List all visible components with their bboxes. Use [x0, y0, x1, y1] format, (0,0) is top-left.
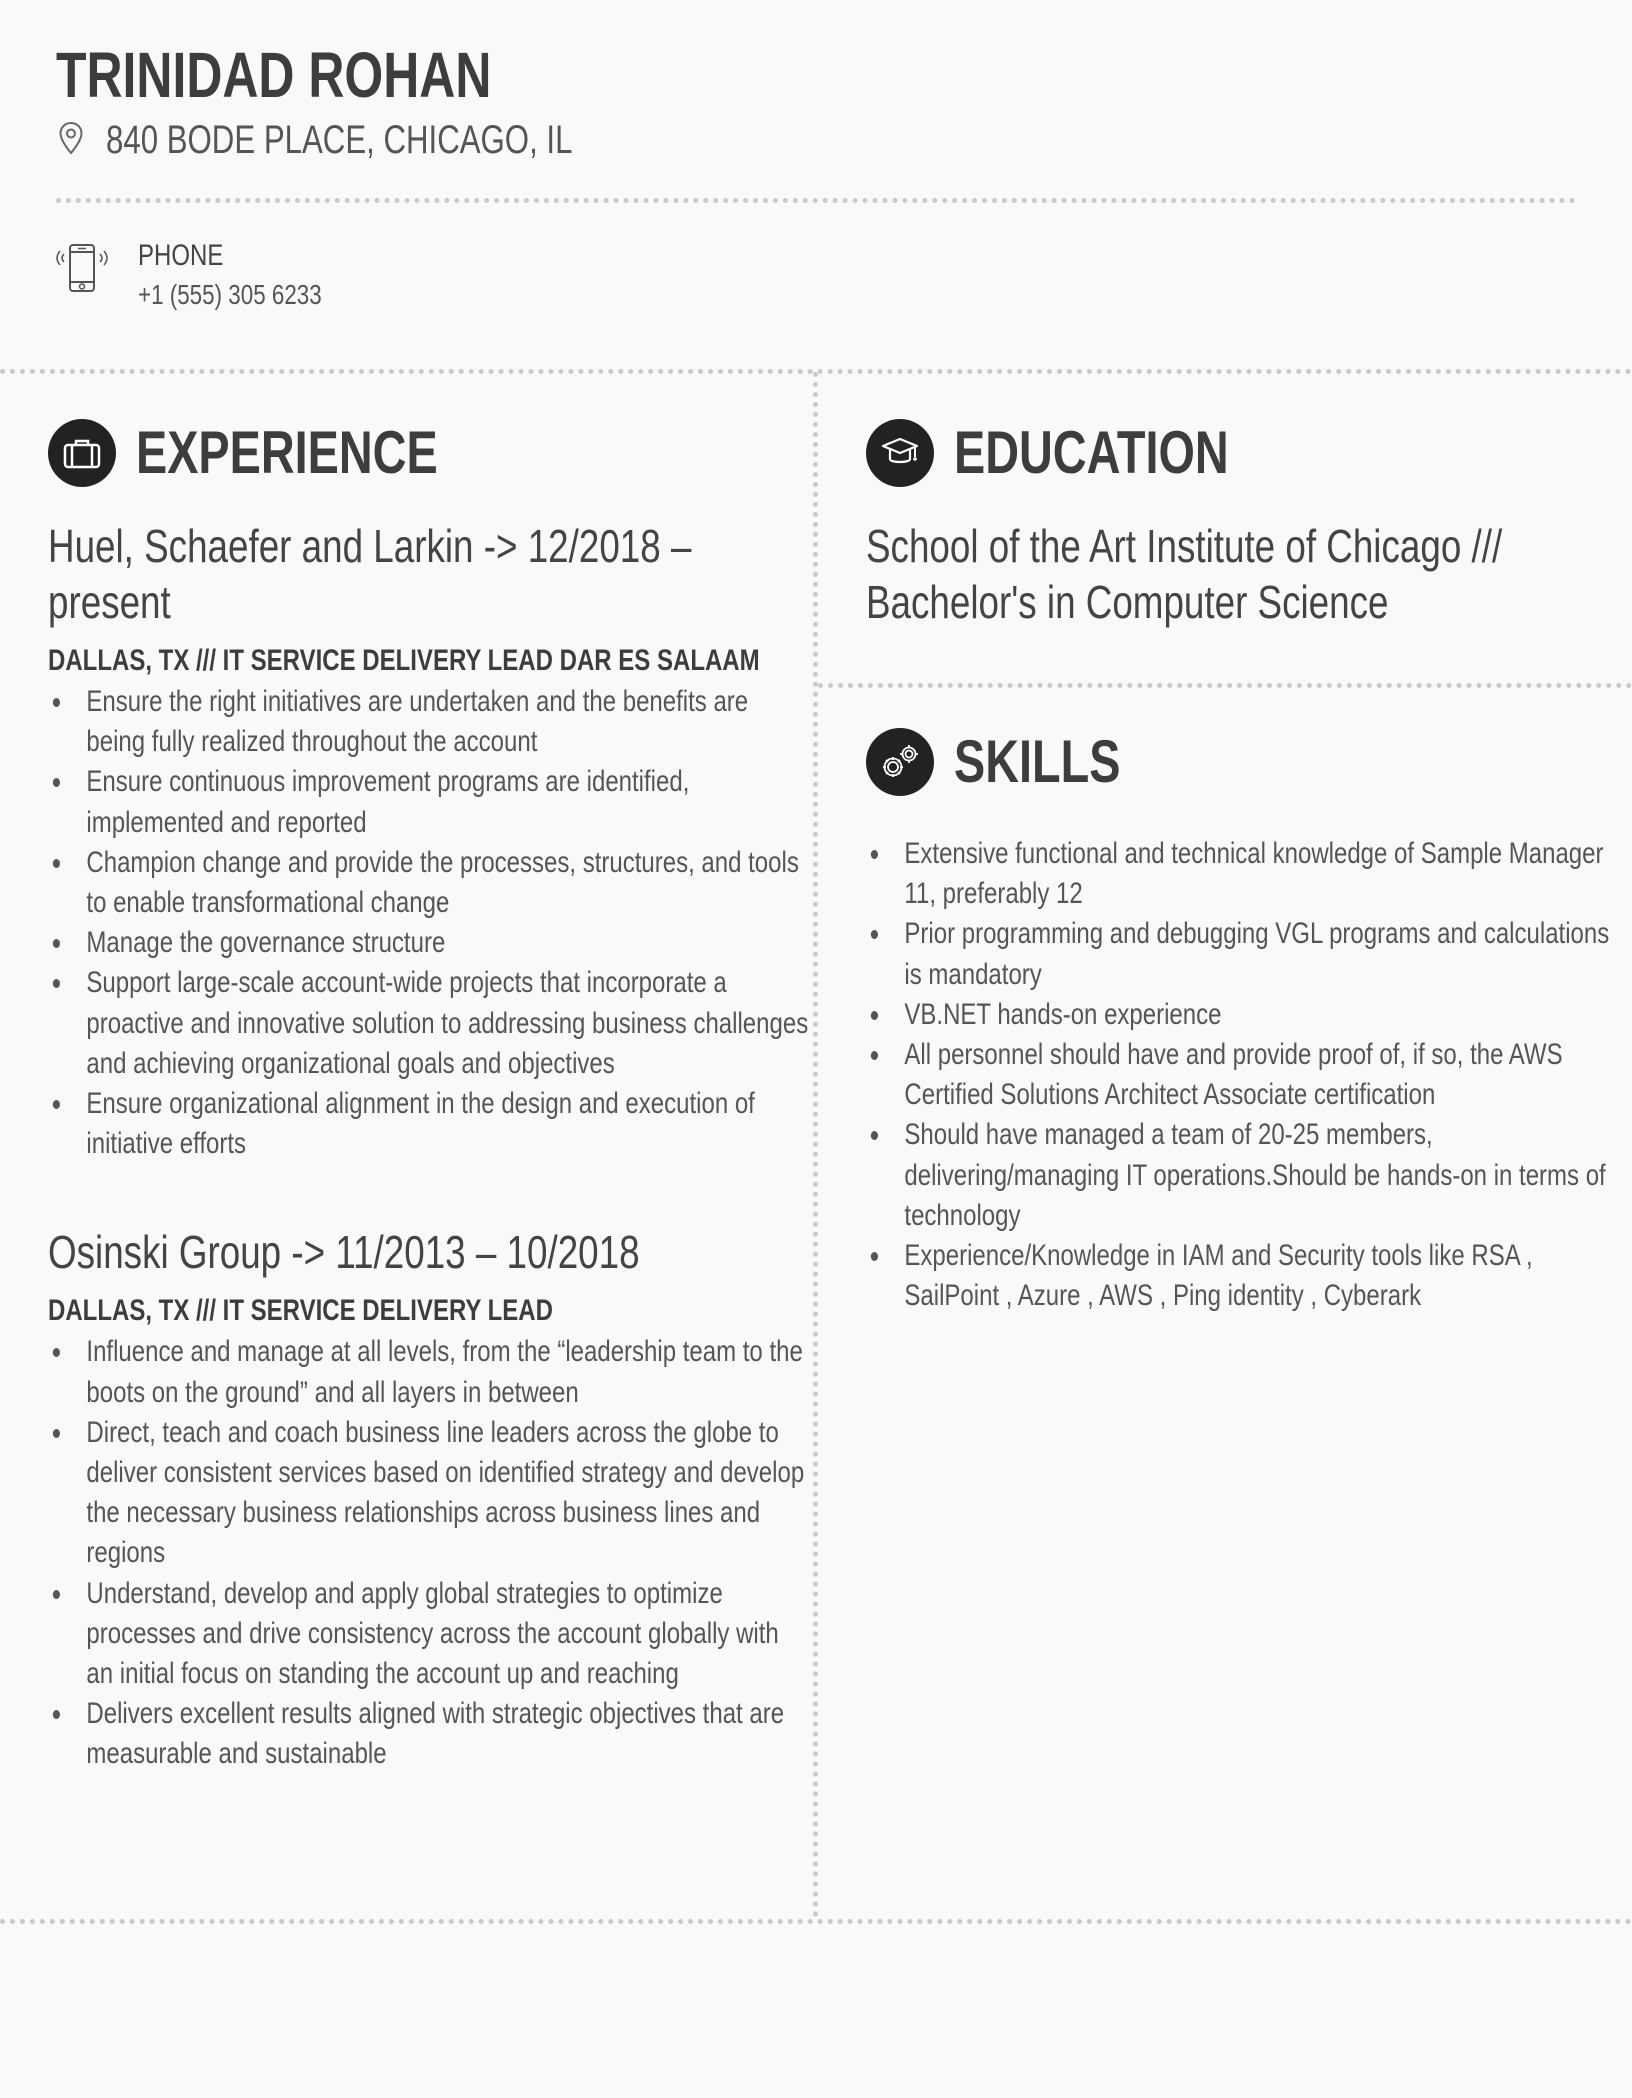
job-subheading: DALLAS, TX /// IT SERVICE DELIVERY LEAD: [48, 1294, 553, 1328]
skills-section: [866, 830, 1610, 1316]
list-item: • Ensure organizational alignment in the design and execution of initiative efforts: [72, 1084, 812, 1164]
experience-heading: [48, 418, 523, 487]
list-item: • Should have managed a team of 20-25 members, delivering/managing IT operations.Should be hands-on in terms of technology: [890, 1115, 1610, 1236]
job-entry: [48, 518, 809, 1164]
job-responsibilities: [48, 1332, 812, 1774]
list-item: • Ensure continuous improvement programs are identified, implemented and reported: [72, 762, 812, 842]
job-heading: Huel, Schaefer and Larkin -> 12/2018 – present: [48, 520, 692, 628]
graduation-cap-icon: [866, 419, 934, 487]
experience-title: EXPERIENCE: [136, 419, 438, 486]
address-row: [58, 118, 704, 163]
list-item: • Support large-scale account-wide projects that incorporate a proactive and innovative solution to addressing business challenges and achieving organizational goals and objectives: [72, 963, 812, 1084]
bottom-section-divider: [0, 1919, 1632, 1924]
phone-number: +1 (555) 305 6233: [138, 279, 322, 310]
skills-title: SKILLS: [954, 728, 1121, 795]
job-responsibilities: [48, 682, 812, 1164]
education-entry: School of the Art Institute of Chicago /// Bachelor's in Computer Science: [866, 520, 1503, 628]
list-item: • Prior programming and debugging VGL programs and calculations is mandatory: [890, 914, 1610, 994]
list-item: • Extensive functional and technical knowledge of Sample Manager 11, preferably 12: [890, 834, 1610, 914]
address-text: 840 BODE PLACE, CHICAGO, IL: [106, 118, 573, 162]
list-item: • Ensure the right initiatives are undertaken and the benefits are being fully realized throughout the account: [72, 682, 812, 762]
job-entry: [48, 1224, 805, 1774]
list-item: • Influence and manage at all levels, from the “leadership team to the boots on the ground” and all layers in between: [72, 1332, 812, 1412]
header-divider: [56, 198, 1576, 203]
education-heading: [866, 418, 1306, 487]
list-item: • Delivers excellent results aligned with strategic objectives that are measurable and sustainable: [72, 1694, 812, 1774]
gears-icon: [866, 728, 934, 796]
list-item: • Manage the governance structure: [72, 923, 812, 963]
column-divider: [813, 372, 818, 1918]
experience-section: [48, 518, 809, 1775]
list-item: • VB.NET hands-on experience: [890, 995, 1610, 1035]
education-skills-divider: [818, 683, 1632, 688]
skills-list: [866, 834, 1610, 1316]
skills-heading: [866, 727, 1167, 796]
phone-contact: [56, 238, 368, 314]
education-title: EDUCATION: [954, 419, 1229, 486]
phone-label: PHONE: [138, 239, 224, 272]
candidate-name: TRINIDAD ROHAN: [56, 39, 492, 111]
list-item: • Experience/Knowledge in IAM and Security tools like RSA , SailPoint , Azure , AWS , Ping identity , Cyberark: [890, 1236, 1610, 1316]
list-item: • Direct, teach and coach business line leaders across the globe to deliver consistent services based on identified strategy and develop the necessary business relationships across business lines and regions: [72, 1413, 812, 1574]
briefcase-icon: [48, 419, 116, 487]
list-item: • Understand, develop and apply global strategies to optimize processes and drive consistency across the account globally with an initial focus on standing the account up and reaching: [72, 1574, 812, 1695]
list-item: • Champion change and provide the processes, structures, and tools to enable transformational change: [72, 843, 812, 923]
job-subheading: DALLAS, TX /// IT SERVICE DELIVERY LEAD DAR ES SALAAM: [48, 644, 760, 677]
location-pin-icon: [58, 121, 84, 160]
list-item: • All personnel should have and provide proof of, if so, the AWS Certified Solutions Architect Associate certification: [890, 1035, 1610, 1115]
mobile-phone-icon: [56, 238, 108, 314]
education-section: [866, 518, 1586, 630]
job-heading: Osinski Group -> 11/2013 – 10/2018: [48, 1226, 640, 1279]
